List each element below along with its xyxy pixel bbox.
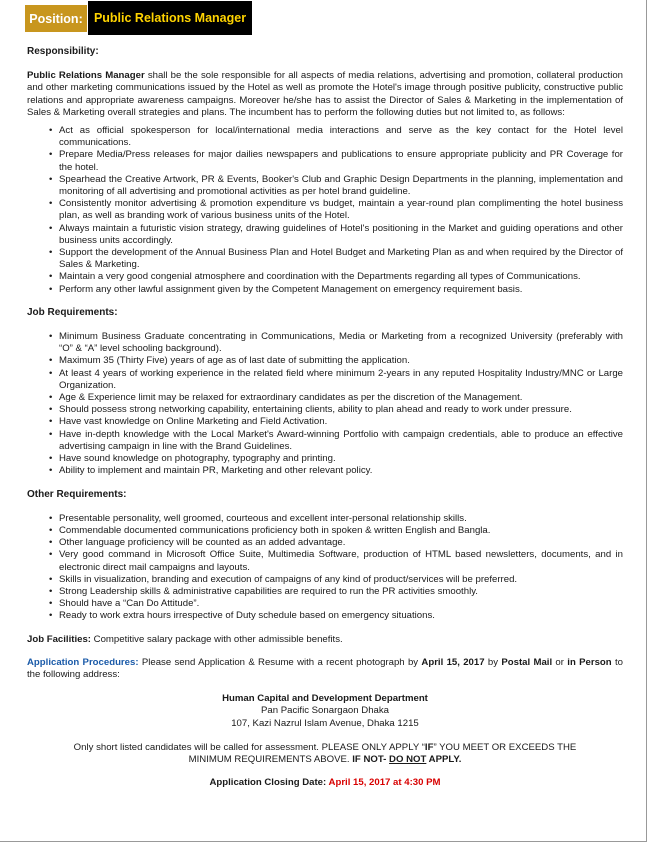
job-facilities-label: Job Facilities: — [27, 633, 91, 645]
application-text-3: or — [552, 656, 568, 668]
list-item: • Other language proficiency will be counted as an added advantage. — [49, 537, 623, 549]
list-item: • Commendable documented communications proficiency both in spoken & written English and Bangla. — [49, 525, 623, 537]
list-item: • Age & Experience limit may be relaxed for extraordinary candidates as per the discretion of the Management. — [49, 392, 623, 404]
application-deadline: April 15, 2017 — [421, 656, 485, 668]
application-in-person: in Person — [567, 656, 612, 668]
notice-if-not: IF NOT- — [352, 753, 390, 765]
job-description — [27, 46, 623, 789]
closing-date — [27, 777, 623, 789]
responsibility-intro — [27, 70, 623, 119]
list-item: • Maintain a very good congenial atmosphere and coordination with the Departments regarding all types of Communications. — [49, 271, 623, 283]
list-item: • Prepare Media/Press releases for major dailies newspapers and publications to ensure appropriate publicity and PR Coverage for the hotel. — [49, 149, 623, 173]
notice-text-1: Only short listed candidates will be called for assessment. PLEASE ONLY APPLY “ — [73, 741, 425, 753]
list-item: • Ability to implement and maintain PR, Marketing and other relevant policy. — [49, 465, 623, 477]
address-block — [27, 693, 623, 730]
list-item: • Minimum Business Graduate concentrating in Communications, Media or Marketing from a recognized University (preferably with “O” & “A” level schooling background). — [49, 331, 623, 355]
list-item: • Presentable personality, well groomed, courteous and excellent inter-personal relationship skills. — [49, 513, 623, 525]
list-item: • Perform any other lawful assignment given by the Competent Management on emergency requirement basis. — [49, 284, 623, 296]
list-item: • Very good command in Microsoft Office Suite, Multimedia Software, production of HTML based newsletters, documents, and in electronic direct mail campaigns and layouts. — [49, 549, 623, 573]
intro-text: shall be the sole responsible for all aspects of media relations, advertising and promotion, collateral production and other marketing communications issued by the Hotel as well as promote the Hotel's image through positive publicity, constructive public relations and appropriate awareness campaigns. Moreover he/she has to assist the Director of Sales & Marketing in the implementation of Sales & Marketing overall strategies and plans. The incumbent has to perform the following duties but not limited to, as follows: — [27, 70, 623, 118]
job-facilities — [27, 634, 623, 646]
application-postal-mail: Postal Mail — [501, 656, 553, 668]
list-item: • Spearhead the Creative Artwork, PR & Events, Booker's Club and Graphic Design Departments in the planning, implementation and monitoring of all advertising and promotional activities as per hotel brand guideline. — [49, 174, 623, 198]
intro-role: Public Relations Manager — [27, 70, 145, 82]
position-title: Public Relations Manager — [88, 1, 252, 35]
responsibility-heading: Responsibility: — [27, 46, 99, 57]
address-line-1: Pan Pacific Sonargaon Dhaka — [261, 705, 389, 717]
list-item: • Ready to work extra hours irrespective of Duty schedule based on emergency situations. — [49, 610, 623, 622]
job-requirements-list — [27, 331, 623, 477]
address-department: Human Capital and Development Department — [222, 693, 428, 705]
application-label: Application Procedures: — [27, 656, 139, 668]
list-item: • Have vast knowledge on Online Marketing and Field Activation. — [49, 416, 623, 428]
closing-date-label: Application Closing Date: — [209, 777, 327, 789]
list-item: • Should have a “Can Do Attitude”. — [49, 598, 623, 610]
list-item: • At least 4 years of working experience in the related field where minimum 2-years in any reputed Hospitality Industry/MNC or Large Organization. — [49, 368, 623, 392]
list-item: • Act as official spokesperson for local/international media interactions and serve as the key contact for the Hotel level communications. — [49, 125, 623, 149]
application-procedures — [27, 657, 623, 681]
list-item: • Consistently monitor advertising & promotion expenditure vs budget, maintain a year-round plan complimenting the hotel business plan, as well as branding work of various business units of the Hotel. — [49, 198, 623, 222]
list-item: • Skills in visualization, branding and execution of campaigns of any kind of product/services will be preferred. — [49, 574, 623, 586]
notice-apply: APPLY. — [426, 753, 462, 765]
list-item: • Have in-depth knowledge with the Local Market's Award-winning Portfolio with campaign credentials, able to produce an effective advertising campaign in line with the Brand Guidelines. — [49, 429, 623, 453]
application-text-2: by — [484, 656, 502, 668]
other-requirements-heading: Other Requirements: — [27, 488, 127, 500]
application-text-4: to the following address: — [27, 656, 623, 680]
list-item: • Have sound knowledge on photography, typography and printing. — [49, 453, 623, 465]
responsibility-list — [27, 125, 623, 296]
list-item: • Always maintain a futuristic vision strategy, drawing guidelines of Hotel's positioning in the Market and guiding operations and other business units accordingly. — [49, 223, 623, 247]
application-text-1: Please send Application & Resume with a recent photograph by — [138, 656, 422, 668]
notice-if: IF — [424, 741, 434, 753]
address-line-2: 107, Kazi Nazrul Islam Avenue, Dhaka 1215 — [231, 717, 419, 729]
closing-date-value: April 15, 2017 at 4:30 PM — [326, 777, 441, 789]
notice-text-2: ” YOU MEET OR EXCEEDS THE MINIMUM REQUIREMENTS ABOVE. — [188, 741, 577, 765]
notice-do-not: DO NOT — [389, 753, 427, 765]
list-item: • Support the development of the Annual Business Plan and Hotel Budget and Marketing Plan as and when required by the Director of Sales & Marketing. — [49, 247, 623, 271]
other-requirements-list — [27, 513, 623, 623]
position-label: Position: — [25, 5, 87, 32]
list-item: • Should possess strong networking capability, entertaining clients, ability to plan ahead and ready to work under pressure. — [49, 404, 623, 416]
list-item: • Strong Leadership skills & administrative capabilities are required to run the PR activities smoothly. — [49, 586, 623, 598]
list-item: • Maximum 35 (Thirty Five) years of age as of last date of submitting the application. — [49, 355, 623, 367]
job-facilities-text: Competitive salary package with other admissible benefits. — [90, 633, 343, 645]
job-requirements-heading: Job Requirements: — [27, 306, 118, 318]
shortlist-notice — [27, 742, 623, 766]
